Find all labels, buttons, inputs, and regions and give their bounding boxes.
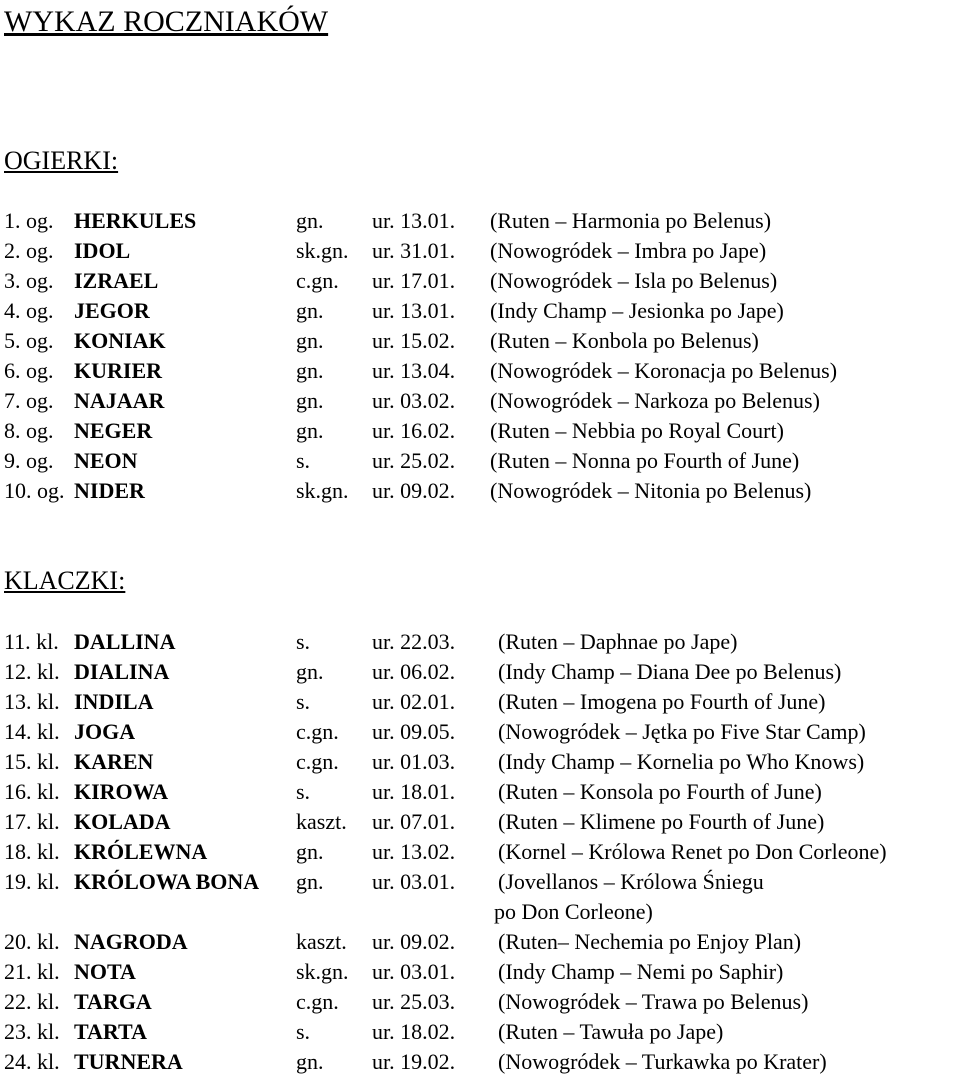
horse-name: NEGER [74,418,153,443]
horse-name: KOLADA [74,809,171,834]
horse-name: DALLINA [74,629,176,654]
coat-color: c.gn. [296,719,339,744]
pedigree: (Ruten – Konbola po Belenus) [490,328,759,353]
coat-color: c.gn. [296,268,339,293]
coat-color: kaszt. [296,929,347,954]
fillies-heading: KLACZKI: [4,566,126,595]
coat-color: s. [296,629,311,654]
entry-number: 22. kl. [4,989,60,1014]
horse-name: KONIAK [74,328,166,353]
pedigree: (Nowogródek – Imbra po Jape) [490,238,767,263]
entry-number: 21. kl. [4,959,60,984]
pedigree: (Indy Champ – Jesionka po Jape) [490,298,784,323]
birth-date: ur. 03.01. [372,959,456,984]
horse-name: NIDER [74,478,145,503]
horse-name: NEON [74,448,138,473]
stallions-heading: OGIERKI: [4,146,119,175]
coat-color: gn. [296,208,324,233]
entry-number: 16. kl. [4,779,60,804]
coat-color: gn. [296,328,324,353]
page-title: WYKAZ ROCZNIAKÓW [4,5,329,38]
entry-number: 13. kl. [4,689,60,714]
coat-color: s. [296,1019,311,1044]
pedigree: (Nowogródek – Jętka po Five Star Camp) [498,719,866,744]
entry-number: 24. kl. [4,1049,60,1074]
pedigree: (Ruten – Tawuła po Jape) [498,1019,724,1044]
birth-date: ur. 03.01. [372,869,456,894]
pedigree: (Jovellanos – Królowa Śniegu [498,869,764,894]
pedigree: (Nowogródek – Isla po Belenus) [490,268,778,293]
birth-date: ur. 09.02. [372,478,456,503]
horse-name: KIROWA [74,779,169,804]
birth-date: ur. 16.02. [372,418,456,443]
entry-number: 19. kl. [4,869,60,894]
entry-number: 15. kl. [4,749,60,774]
pedigree: (Indy Champ – Kornelia po Who Knows) [498,749,865,774]
pedigree: (Ruten – Konsola po Fourth of June) [498,779,822,804]
coat-color: gn. [296,418,324,443]
horse-name: JOGA [74,719,136,744]
pedigree: (Indy Champ – Diana Dee po Belenus) [498,659,842,684]
pedigree: (Ruten – Nonna po Fourth of June) [490,448,800,473]
coat-color: s. [296,779,311,804]
birth-date: ur. 25.03. [372,989,456,1014]
entry-number: 11. kl. [4,629,59,654]
birth-date: ur. 13.04. [372,358,456,383]
horse-name: KRÓLOWA BONA [74,869,260,894]
birth-date: ur. 19.02. [372,1049,456,1074]
pedigree: (Nowogródek – Turkawka po Krater) [498,1049,827,1074]
horse-name: KRÓLEWNA [74,839,208,864]
entry-number: 3. og. [4,268,54,293]
entry-number: 1. og. [4,208,54,233]
pedigree: (Ruten – Imogena po Fourth of June) [498,689,826,714]
entry-number: 23. kl. [4,1019,60,1044]
entry-number: 10. og. [4,478,65,503]
entry-number: 4. og. [4,298,54,323]
horse-name: TARTA [74,1019,147,1044]
birth-date: ur. 07.01. [372,809,456,834]
birth-date: ur. 03.02. [372,388,456,413]
horse-name: KAREN [74,749,154,774]
entry-number: 2. og. [4,238,54,263]
coat-color: s. [296,689,311,714]
pedigree: (Kornel – Królowa Renet po Don Corleone) [498,839,887,864]
birth-date: ur. 09.02. [372,929,456,954]
horse-name: JEGOR [74,298,150,323]
horse-name: TURNERA [74,1049,183,1074]
birth-date: ur. 18.02. [372,1019,456,1044]
coat-color: gn. [296,298,324,323]
birth-date: ur. 25.02. [372,448,456,473]
birth-date: ur. 15.02. [372,328,456,353]
coat-color: gn. [296,1049,324,1074]
birth-date: ur. 02.01. [372,689,456,714]
pedigree: (Indy Champ – Nemi po Saphir) [498,959,784,984]
pedigree: (Ruten– Nechemia po Enjoy Plan) [498,929,802,954]
coat-color: gn. [296,358,324,383]
entry-number: 20. kl. [4,929,60,954]
coat-color: sk.gn. [296,238,349,263]
coat-color: s. [296,448,311,473]
horse-name: INDILA [74,689,154,714]
coat-color: kaszt. [296,809,347,834]
pedigree: (Nowogródek – Nitonia po Belenus) [490,478,812,503]
entry-number: 12. kl. [4,659,60,684]
birth-date: ur. 17.01. [372,268,456,293]
entry-number: 8. og. [4,418,54,443]
pedigree: (Nowogródek – Trawa po Belenus) [498,989,809,1014]
coat-color: sk.gn. [296,478,349,503]
coat-color: gn. [296,869,324,894]
entry-number: 9. og. [4,448,54,473]
pedigree: (Ruten – Daphnae po Jape) [498,629,738,654]
birth-date: ur. 18.01. [372,779,456,804]
horse-name: HERKULES [74,208,197,233]
coat-color: gn. [296,839,324,864]
horse-name: NOTA [74,959,136,984]
birth-date: ur. 22.03. [372,629,456,654]
entry-number: 18. kl. [4,839,60,864]
horse-name: NAJAAR [74,388,165,413]
pedigree: (Ruten – Nebbia po Royal Court) [490,418,784,443]
entry-number: 17. kl. [4,809,60,834]
horse-name: IZRAEL [74,268,159,293]
birth-date: ur. 13.01. [372,208,456,233]
horse-name: KURIER [74,358,163,383]
birth-date: ur. 13.02. [372,839,456,864]
horse-name: DIALINA [74,659,170,684]
entry-number: 7. og. [4,388,54,413]
horse-name: NAGRODA [74,929,188,954]
birth-date: ur. 06.02. [372,659,456,684]
pedigree: (Ruten – Klimene po Fourth of June) [498,809,825,834]
coat-color: gn. [296,388,324,413]
pedigree: (Ruten – Harmonia po Belenus) [490,208,772,233]
entry-number: 14. kl. [4,719,60,744]
birth-date: ur. 31.01. [372,238,456,263]
entry-number: 6. og. [4,358,54,383]
coat-color: gn. [296,659,324,684]
pedigree: (Nowogródek – Narkoza po Belenus) [490,388,820,413]
horse-name: TARGA [74,989,152,1014]
pedigree: (Nowogródek – Koronacja po Belenus) [490,358,838,383]
entry-number: 5. og. [4,328,54,353]
coat-color: sk.gn. [296,959,349,984]
birth-date: ur. 01.03. [372,749,456,774]
pedigree-continuation: po Don Corleone) [494,899,653,924]
birth-date: ur. 09.05. [372,719,456,744]
horse-name: IDOL [74,238,131,263]
birth-date: ur. 13.01. [372,298,456,323]
coat-color: c.gn. [296,749,339,774]
coat-color: c.gn. [296,989,339,1014]
